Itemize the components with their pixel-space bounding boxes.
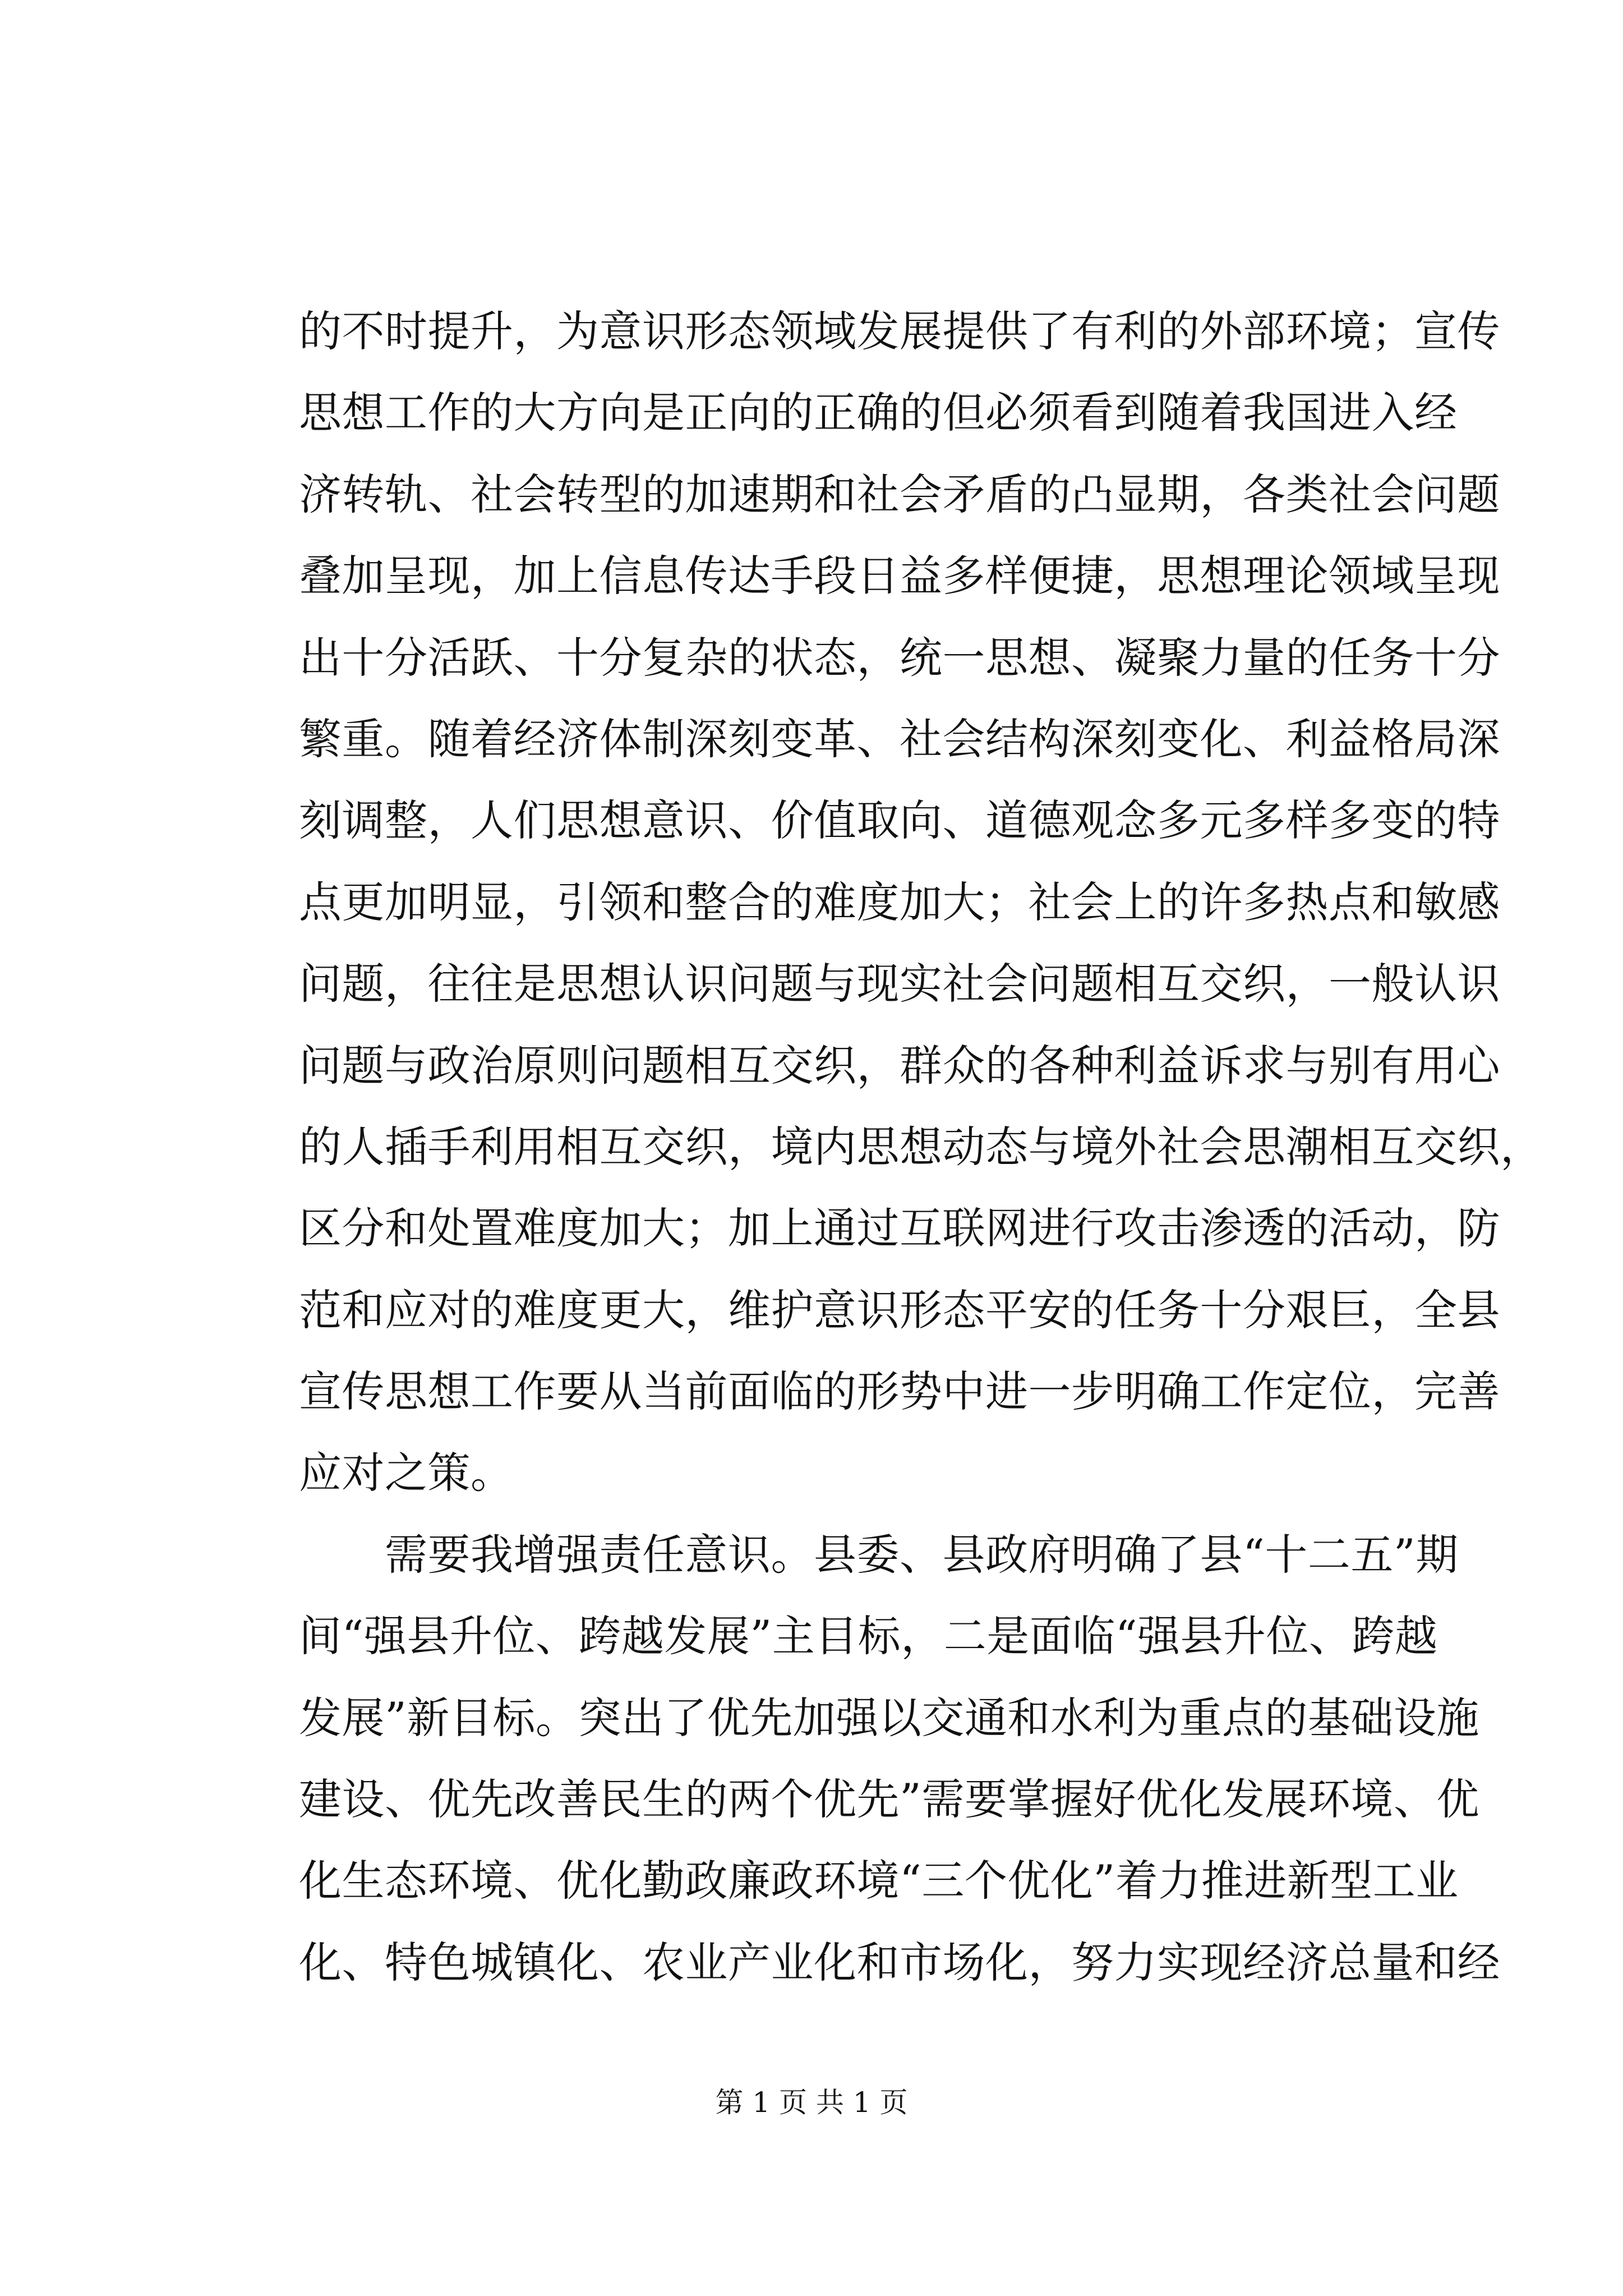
text-line: 化生态环境、优化勤政廉政环境“三个优化”着力推进新型工业 bbox=[299, 1856, 1459, 1906]
text-line: 问题与政治原则问题相互交织，群众的各种利益诉求与别有用心 bbox=[299, 1040, 1500, 1091]
text-line: 需要我增强责任意识。县委、县政府明确了县“十二五”期 bbox=[299, 1529, 1459, 1580]
text-line: 叠加呈现，加上信息传达手段日益多样便捷，思想理论领域呈现 bbox=[299, 551, 1500, 601]
text-line: 应对之策。 bbox=[299, 1448, 514, 1498]
text-line: 的人插手利用相互交织，境内思想动态与境外社会思潮相互交织， bbox=[299, 1121, 1543, 1172]
text-line: 建设、优先改善民生的两个优先”需要掌握好优化发展环境、优 bbox=[299, 1774, 1479, 1825]
text-line: 化、特色城镇化、农业产业化和市场化，努力实现经济总量和经 bbox=[299, 1937, 1500, 1987]
text-line: 刻调整，人们思想意识、价值取向、道德观念多元多样多变的特 bbox=[299, 795, 1500, 846]
page-number: 第 1 页 共 1 页 bbox=[715, 2086, 908, 2119]
text-line: 宣传思想工作要从当前面临的形势中进一步明确工作定位，完善 bbox=[299, 1366, 1500, 1417]
text-line: 思想工作的大方向是正向的正确的但必须看到随着我国进入经 bbox=[299, 388, 1458, 438]
text-line: 区分和处置难度加大；加上通过互联网进行攻击渗透的活动，防 bbox=[299, 1203, 1500, 1254]
body-text bbox=[299, 291, 1543, 2003]
text-line: 的不时提升，为意识形态领域发展提供了有利的外部环境；宣传 bbox=[299, 306, 1500, 356]
text-line: 问题，往往是思想认识问题与现实社会问题相互交织，一般认识 bbox=[299, 959, 1500, 1009]
text-line: 繁重。随着经济体制深刻变革、社会结构深刻变化、利益格局深 bbox=[299, 714, 1500, 764]
text-line: 范和应对的难度更大，维护意识形态平安的任务十分艰巨，全县 bbox=[299, 1285, 1500, 1335]
text-line: 间“强县升位、跨越发展”主目标，二是面临“强县升位、跨越 bbox=[299, 1611, 1438, 1662]
text-line: 出十分活跃、十分复杂的状态，统一思想、凝聚力量的任务十分 bbox=[299, 632, 1500, 683]
page-footer bbox=[0, 2086, 1623, 2119]
text-line: 发展”新目标。突出了优先加强以交通和水利为重点的基础设施 bbox=[299, 1692, 1479, 1743]
text-line: 点更加明显，引领和整合的难度加大；社会上的许多热点和敏感 bbox=[299, 877, 1500, 927]
text-line: 济转轨、社会转型的加速期和社会矛盾的凸显期，各类社会问题 bbox=[299, 469, 1500, 519]
